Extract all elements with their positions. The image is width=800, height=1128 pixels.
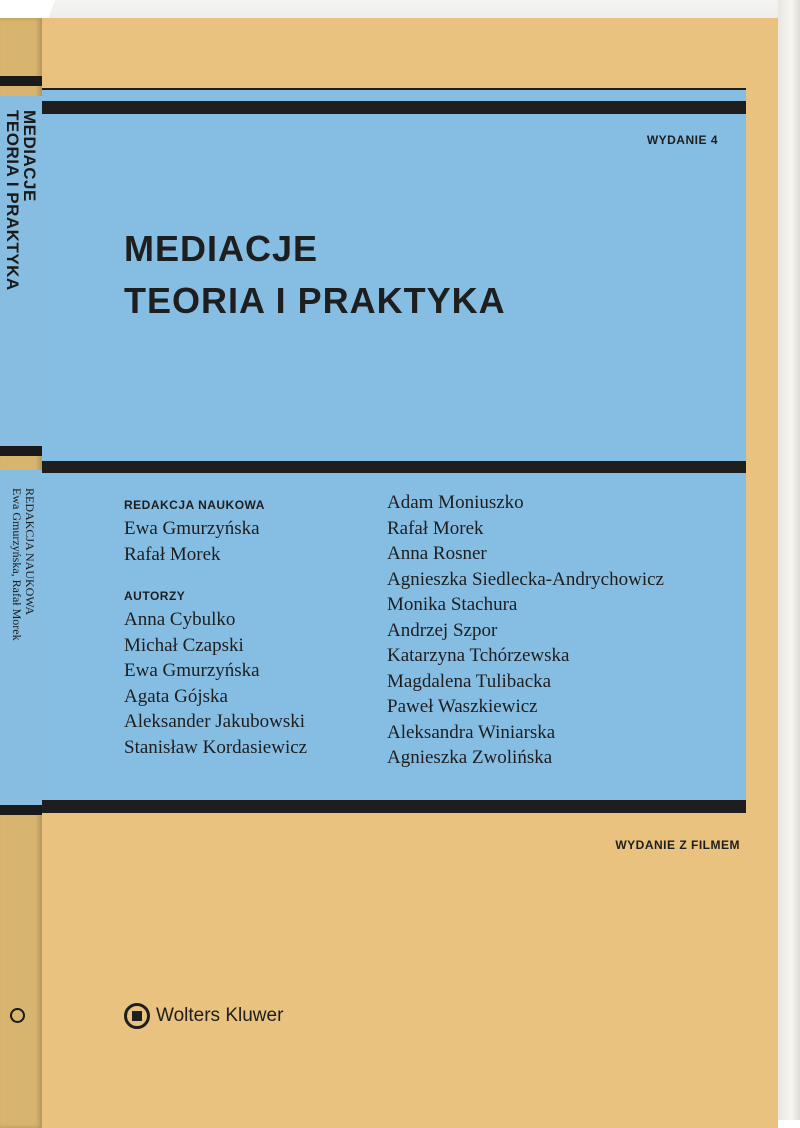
editors-label: REDAKCJA NAUKOWA [124, 498, 265, 512]
author-name: Andrzej Szpor [387, 619, 498, 641]
spine-rule [0, 805, 42, 815]
author-name: Adam Moniuszko [387, 492, 524, 513]
author-name: Stanisław Kordasiewicz [124, 736, 308, 758]
author-name: Magdalena Tulibacka [387, 670, 552, 692]
publisher-logo-icon [10, 1008, 25, 1023]
spine-editors: REDAKCJA NAUKOWA Ewa Gmurzyńska, Rafał Morek [10, 488, 37, 641]
author-name: Aleksandra Winiarska [387, 721, 556, 743]
page-stack-side [778, 0, 800, 1120]
spine-rule [0, 446, 42, 456]
author-name: Ewa Gmurzyńska [124, 660, 260, 681]
author-name: Agata Gójska [124, 685, 228, 707]
film-note: WYDANIE Z FILMEM [615, 838, 740, 852]
publisher-name: Wolters Kluwer [156, 1005, 284, 1026]
wolters-kluwer-logo-icon [124, 1003, 150, 1029]
book-cover [42, 18, 778, 1128]
book-spine [0, 18, 42, 1128]
spine-title: MEDIACJE TEORIA I PRAKTYKA [3, 110, 39, 291]
author-name: Monika Stachura [387, 594, 518, 615]
authors-column-left [124, 496, 307, 760]
title-line-2: TEORIA I PRAKTYKA [124, 280, 506, 321]
author-name: Paweł Waszkiewicz [387, 696, 538, 717]
authors-label: AUTORZY [124, 589, 186, 603]
editor-name: Rafał Morek [124, 543, 221, 565]
spine-rule [0, 76, 42, 86]
edition-label: WYDANIE 4 [646, 133, 718, 147]
author-name: Katarzyna Tchórzewska [387, 645, 570, 666]
author-name: Anna Rosner [387, 543, 487, 564]
author-name: Anna Cybulko [124, 609, 236, 630]
author-name: Michał Czapski [124, 634, 244, 656]
book-title [124, 223, 506, 327]
author-name: Agnieszka Siedlecka-Andrychowicz [387, 568, 664, 590]
authors-column-right [387, 490, 664, 771]
publisher-logo [124, 1003, 283, 1029]
bottom-rule [42, 800, 746, 813]
author-name: Rafał Morek [387, 517, 484, 539]
title-line-1: MEDIACJE [124, 228, 319, 269]
author-name: Aleksander Jakubowski [124, 711, 305, 732]
author-name: Agnieszka Zwolińska [387, 747, 553, 768]
editor-name: Ewa Gmurzyńska [124, 518, 260, 539]
top-rule-inner [42, 101, 746, 114]
